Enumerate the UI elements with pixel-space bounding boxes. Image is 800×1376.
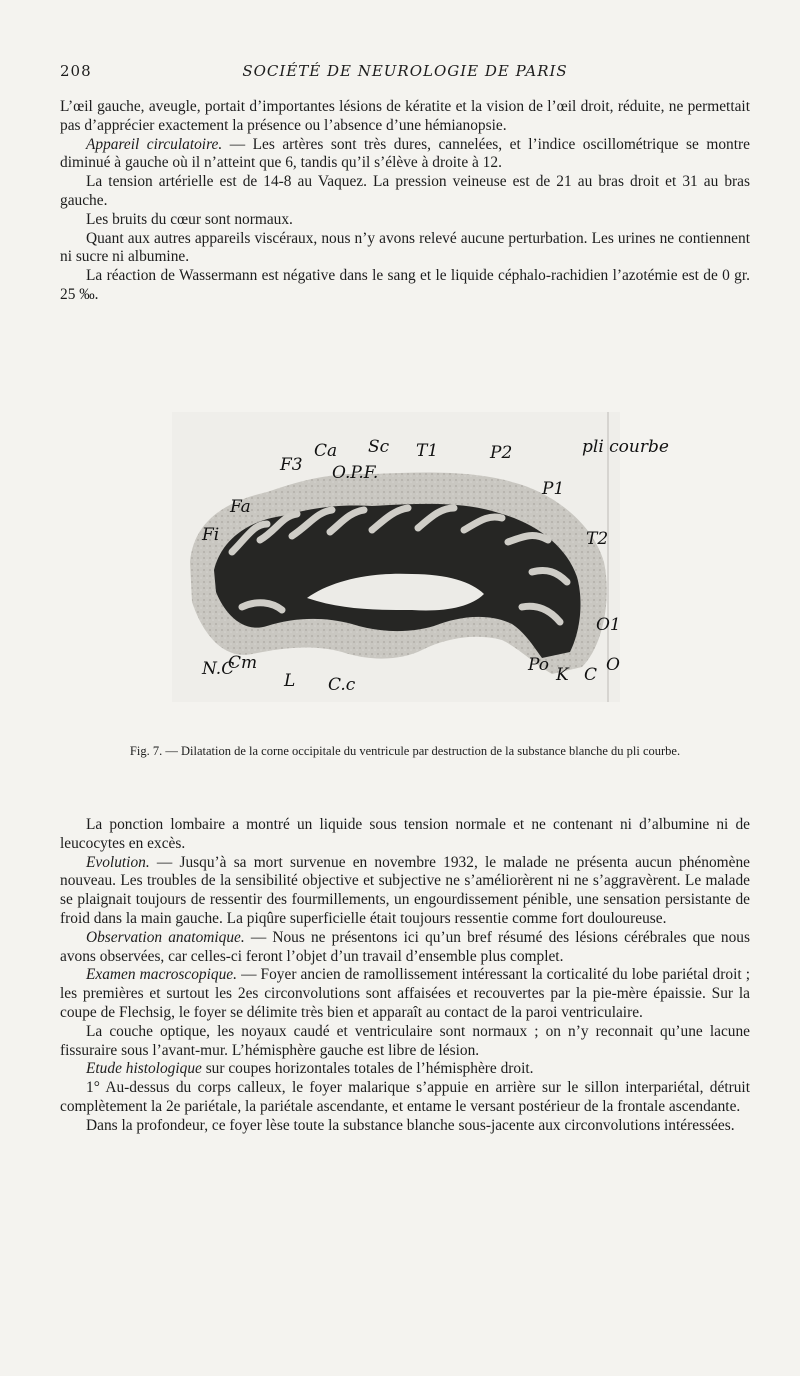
brain-section-figure xyxy=(172,412,669,702)
paragraph xyxy=(60,816,750,854)
figure-label: Cm xyxy=(228,653,258,673)
figure-label: L xyxy=(284,671,296,691)
page-number: 208 xyxy=(60,62,92,80)
figure-caption-text: — Dilatation de la corne occipitale du ventricule par destruction de la substance blanche du pli courbe. xyxy=(162,744,681,758)
paragraph-text: La réaction de Wassermann est négative dans le sang et le liquide céphalo-rachidien l’azotémie est de 0 gr. 25 ‰. xyxy=(60,267,750,303)
figure-label: pli courbe xyxy=(582,437,669,457)
figure-label: O.P.F. xyxy=(332,463,379,483)
paragraph xyxy=(60,173,750,211)
figure-label: C.c xyxy=(328,675,356,695)
figure-label: Fi xyxy=(202,525,220,545)
text-block-top xyxy=(60,98,750,305)
paragraph-text: — Jusqu’à sa mort survenue en novembre 1932, le malade ne présenta aucun phénomène nouveau. Les troubles de la sensibilité objective et subjective ne s’améliorèrent ni ne s’aggravèrent. Le malade se plaignait toujours de ressentir des fourmillements, un engourdissement pénible, une sensation persistante de froid dans la main gauche. La piqûre superficielle était toujours ressentie comme fort douloureuse. xyxy=(60,853,750,927)
paragraph-text: — Nous ne présentons ici qu’un bref résumé des lésions cérébrales que nous avons observées, car celles-ci feront l’objet d’un travail d’ensemble plus complet. xyxy=(60,928,750,965)
figure-label: C xyxy=(584,665,598,685)
running-title: SOCIÉTÉ DE NEUROLOGIE DE PARIS xyxy=(242,62,568,80)
paragraph xyxy=(60,1079,750,1117)
figure-label: K xyxy=(556,665,569,685)
figure-label: T1 xyxy=(416,441,439,461)
page-header xyxy=(60,62,750,86)
figure-label: P2 xyxy=(490,443,513,463)
paragraph xyxy=(60,1117,750,1136)
paragraph xyxy=(60,1023,750,1061)
brain-section-image xyxy=(172,412,669,702)
paragraph-text: sur coupes horizontales totales de l’hémisphère droit. xyxy=(201,1060,534,1078)
figure-label: F3 xyxy=(280,455,303,475)
figure-label: Fa xyxy=(230,497,251,517)
paragraph-lead: Observation anatomique. xyxy=(86,928,245,946)
figure-label: Ca xyxy=(314,441,338,461)
figure-label: T2 xyxy=(586,529,609,549)
paragraph-text: 1° Au-dessus du corps calleux, le foyer malarique s’appuie en arrière sur le sillon interpariétal, détruit complètement la 2e pariétale, la pariétale ascendante, et entame le versant postérieur de la frontale ascendante. xyxy=(60,1079,750,1115)
paragraph-text: — Les artères sont très dures, cannelées, et l’indice oscillométrique se montre diminué à gauche où il n’atteint que 6, tandis qu’il s’élève à droite à 12. xyxy=(60,135,750,172)
paragraph-text: La couche optique, les noyaux caudé et ventriculaire sont normaux ; on n’y reconnait qu’une lacune fissuraire sous l’avant-mur. L’hémisphère gauche est libre de lésion. xyxy=(60,1022,750,1059)
paragraph xyxy=(60,929,750,967)
paragraph xyxy=(60,136,750,174)
paragraph-text: L’œil gauche, aveugle, portait d’importantes lésions de kératite et la vision de l’œil droit, réduite, ne permettait pas d’apprécier exactement la présence ou l’absence d’une hémianopsie. xyxy=(60,98,750,134)
paragraph-text: La ponction lombaire a montré un liquide sous tension normale et ne contenant ni d’albumine ni de leucocytes en excès. xyxy=(60,816,750,852)
paragraph xyxy=(60,966,750,1022)
paragraph-text: — Foyer ancien de ramollissement intéressant la corticalité du lobe pariétal droit ; les premières et surtout les 2es circonvolutions sont affaisées et recouvertes par la pie-mère épaissie. Sur la coupe de Flechsig, le foyer se délimite très bien et apparaît au contact de la paroi ventriculaire. xyxy=(60,966,750,1021)
paragraph-lead: Etude histologique xyxy=(86,1060,202,1078)
paragraph-lead: Appareil circulatoire. xyxy=(86,135,223,153)
paragraph xyxy=(60,230,750,268)
text-block-bottom xyxy=(60,816,750,1136)
figure-label: Po xyxy=(528,655,549,675)
paragraph-text: Quant aux autres appareils viscéraux, nous n’y avons relevé aucune perturbation. Les urines ne contiennent ni sucre ni albumine. xyxy=(60,229,750,266)
figure-caption xyxy=(60,744,750,759)
figure-label: P1 xyxy=(542,479,565,499)
figure-label: O xyxy=(606,655,620,675)
paragraph xyxy=(60,267,750,305)
figure-label: N.C xyxy=(202,659,235,679)
paragraph-text: La tension artérielle est de 14-8 au Vaquez. La pression veineuse est de 21 au bras droit et 31 au bras gauche. xyxy=(60,173,750,209)
paragraph-lead: Evolution. xyxy=(86,853,150,871)
figure-label: Sc xyxy=(368,437,390,457)
paragraph xyxy=(60,211,750,230)
paragraph xyxy=(60,98,750,136)
figure-label: O1 xyxy=(596,615,621,635)
figure-caption-label: Fig. 7. xyxy=(129,744,163,758)
paragraph xyxy=(60,854,750,929)
paragraph-lead: Examen macroscopique. xyxy=(86,966,237,984)
paragraph-text: Dans la profondeur, ce foyer lèse toute la substance blanche sous-jacente aux circonvolutions intéressées. xyxy=(86,1116,735,1134)
paragraph-text: Les bruits du cœur sont normaux. xyxy=(86,210,293,228)
paragraph xyxy=(60,1060,750,1079)
